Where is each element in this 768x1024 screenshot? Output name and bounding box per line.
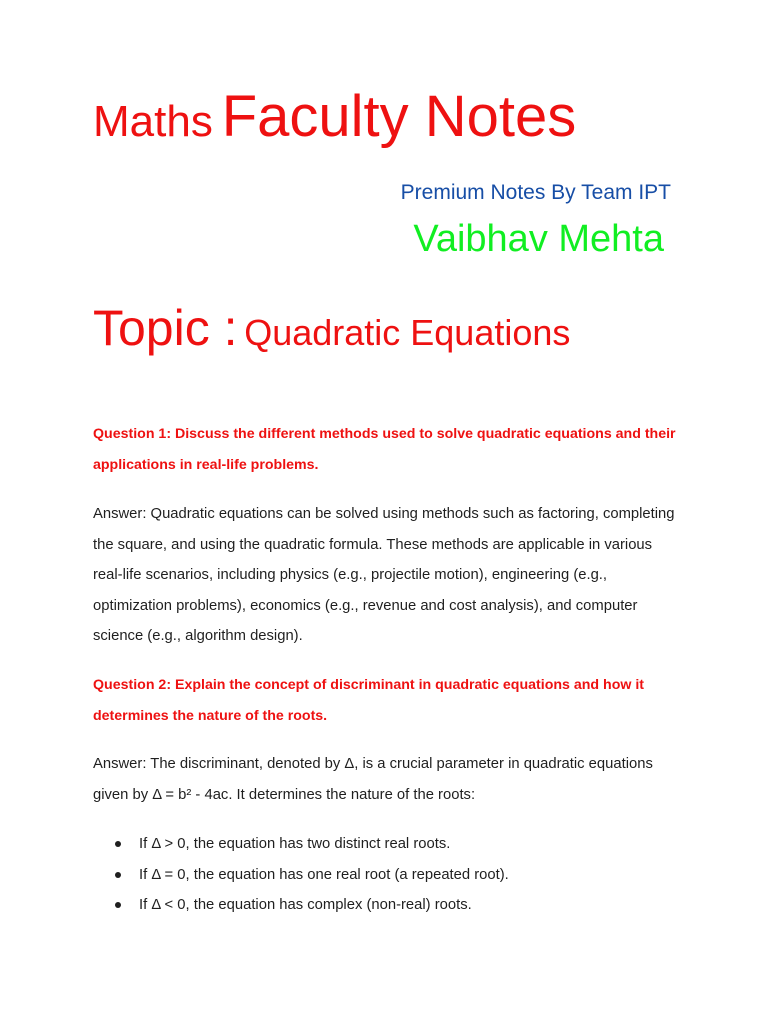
question-2: Question 2: Explain the concept of discriminant in quadratic equations and how it determines the nature of the roots. xyxy=(93,677,645,724)
discriminant-cases-list xyxy=(93,829,683,921)
subtitle: Premium Notes By Team IPT xyxy=(400,181,671,204)
list-item-text: If Δ < 0, the equation has complex (non-real) roots. xyxy=(139,897,472,913)
answer-2: Answer: The discriminant, denoted by Δ, is a crucial parameter in quadratic equations given by Δ = b² - 4ac. It determines the nature of the roots: xyxy=(93,756,653,803)
answer-1: Answer: Quadratic equations can be solved using methods such as factoring, completing the square, and using the quadratic formula. These methods are applicable in various real-life scenarios, including physics (e.g., projectile motion), engineering (e.g., optimization problems), economics (e.g., revenue and cost analysis), and computer science (e.g., algorithm design). xyxy=(93,506,675,644)
topic-value: Quadratic Equations xyxy=(244,312,571,353)
bullet-dot-icon xyxy=(115,872,121,878)
list-item-text: If Δ = 0, the equation has one real root (a repeated root). xyxy=(139,866,509,883)
title-prefix: Maths xyxy=(93,97,213,146)
list-item xyxy=(93,890,683,921)
topic-heading xyxy=(93,300,571,356)
bullet-dot-icon xyxy=(115,841,121,847)
list-item xyxy=(93,860,683,891)
author-name: Vaibhav Mehta xyxy=(413,218,664,260)
topic-label: Topic : xyxy=(93,300,238,356)
list-item-text: If Δ > 0, the equation has two distinct real roots. xyxy=(139,836,451,852)
list-item xyxy=(93,829,683,860)
document-title xyxy=(93,84,577,149)
bullet-dot-icon xyxy=(115,902,121,908)
question-1: Question 1: Discuss the different methods used to solve quadratic equations and their applications in real-life problems. xyxy=(93,426,676,473)
title-main: Faculty Notes xyxy=(221,84,577,149)
